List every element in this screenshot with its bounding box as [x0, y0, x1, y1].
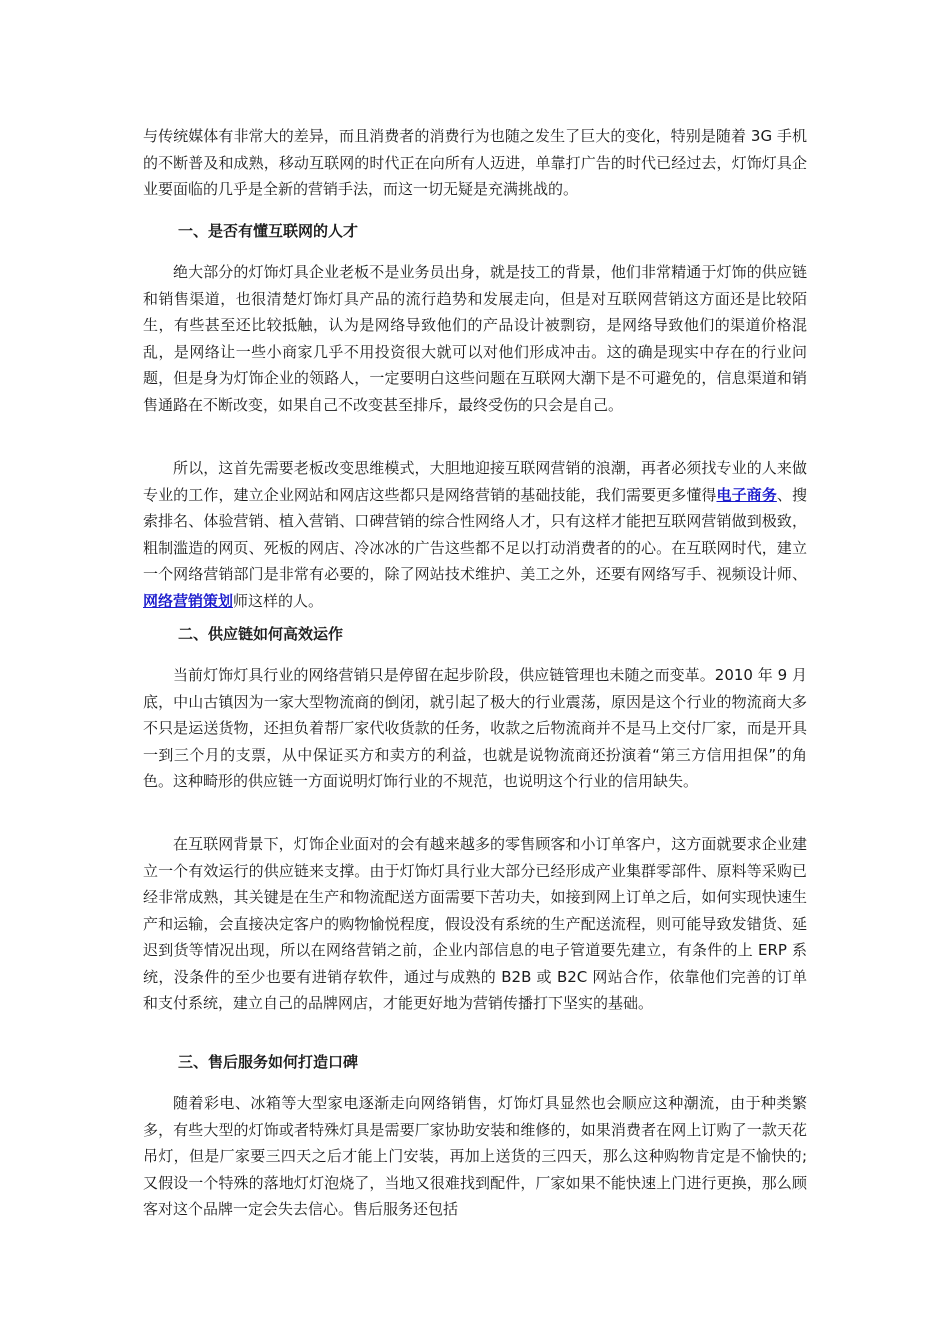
- paragraph-talent-2: [143, 455, 807, 614]
- paragraph-supply-chain-2: 在互联网背景下，灯饰企业面对的会有越来越多的零售顾客和小订单客户，这方面就要求企业建立一个有效运行的供应链来支撑。由于灯饰灯具行业大部分已经形成产业集群零部件、原料等采购已经非常成熟，其关键是在生产和物流配送方面需要下苦功夫，如接到网上订单之后，如何实现快速生产和运输，会直接决定客户的购物愉悦程度，假设没有系统的生产配送流程，则可能导致发错货、延迟到货等情况出现，所以在网络营销之前，企业内部信息的电子管道要先建立，有条件的上 ERP 系统，没条件的至少也要有进销存软件，通过与成熟的 B2B 或 B2C 网站合作，依靠他们完善的订单和支付系统，建立自己的品牌网店，才能更好地为营销传播打下坚实的基础。: [143, 835, 807, 1012]
- link-ecommerce[interactable]: 电子商务: [716, 485, 777, 504]
- paragraph-talent-2-part-b: 、搜索排名、体验营销、植入营销、口碑营销的综合性网络人才，只有这样才能把互联网营销做到极致，粗制滥造的网页、死板的网店、冷冰冰的广告这些都不足以打动消费者的的心。在互联网时代，建立一个网络营销部门是非常有必要的，除了网站技术维护、美工之外，还要有网络写手、视频设计师、: [143, 485, 807, 583]
- heading-after-sales: 三、售后服务如何打造口碑: [178, 1053, 359, 1071]
- paragraph-after-sales: 随着彩电、冰箱等大型家电逐渐走向网络销售，灯饰灯具显然也会顺应这种潮流，由于种类繁多，有些大型的灯饰或者特殊灯具是需要厂家协助安装和维修的，如果消费者在网上订购了一款天花吊灯，但是厂家要三四天之后才能上门安装，再加上送货的三四天，那么这种购物肯定是不愉快的;又假设一个特殊的落地灯灯泡烧了，当地又很难找到配件，厂家如果不能快速上门进行更换，那么顾客对这个品牌一定会失去信心。售后服务还包括: [143, 1094, 807, 1218]
- paragraph-talent-2-part-c: 师这样的人。: [233, 591, 324, 610]
- heading-supply-chain: 二、供应链如何高效运作: [178, 625, 344, 643]
- link-network-marketing-planning[interactable]: 网络营销策划: [143, 591, 234, 610]
- paragraph-talent-1: 绝大部分的灯饰灯具企业老板不是业务员出身，就是技工的背景，他们非常精通于灯饰的供应链和销售渠道，也很清楚灯饰灯具产品的流行趋势和发展走向，但是对互联网营销这方面还是比较陌生，有些甚至还比较抵触，认为是网络导致他们的产品设计被剽窃，是网络导致他们的渠道价格混乱，是网络让一些小商家几乎不用投资很大就可以对他们形成冲击。这的确是现实中存在的行业问题，但是身为灯饰企业的领路人，一定要明白这些问题在互联网大潮下是不可避免的，信息渠道和销售通路在不断改变，如果自己不改变甚至排斥，最终受伤的只会是自己。: [143, 263, 807, 414]
- paragraph-supply-chain-1: 当前灯饰灯具行业的网络营销只是停留在起步阶段，供应链管理也未随之而变革。2010 年 9 月底，中山古镇因为一家大型物流商的倒闭，就引起了极大的行业震荡，原因是这个行业的物流商大多不只是运送货物，还担负着帮厂家代收货款的任务，收款之后物流商并不是马上交付厂家，而是开具一到三个月的支票，从中保证买方和卖方的利益，也就是说物流商还扮演着“第三方信用担保”的角色。这种畸形的供应链一方面说明灯饰行业的不规范，也说明这个行业的信用缺失。: [143, 666, 807, 790]
- paragraph-intro: 与传统媒体有非常大的差异，而且消费者的消费行为也随之发生了巨大的变化，特别是随着 3G 手机的不断普及和成熟，移动互联网的时代正在向所有人迈进，单靠打广告的时代已经过去，灯饰灯具企业要面临的几乎是全新的营销手法，而这一切无疑是充满挑战的。: [143, 127, 807, 198]
- heading-talent: 一、是否有懂互联网的人才: [178, 222, 359, 240]
- paragraph-talent-2-part-a: 所以，这首先需要老板改变思维模式，大胆地迎接互联网营销的浪潮，再者必须找专业的人来做专业的工作，建立企业网站和网店这些都只是网络营销的基础技能，我们需要更多懂得: [143, 459, 807, 504]
